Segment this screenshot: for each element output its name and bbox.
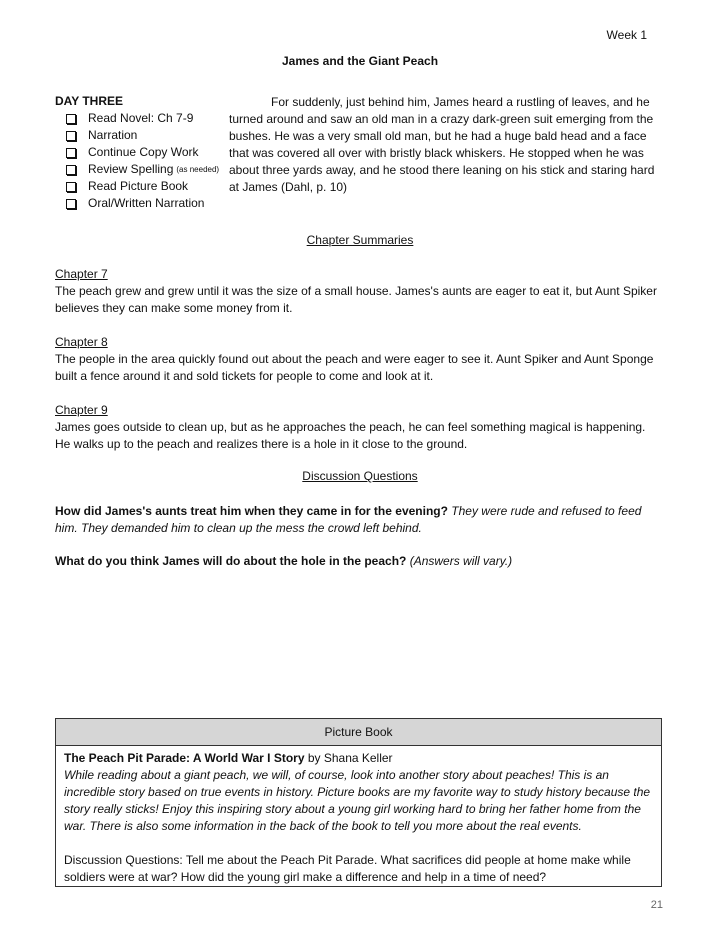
chapter-summary <box>55 266 663 317</box>
copy-work-passage: For suddenly, just behind him, James heard a rustling of leaves, and he turned around and saw an old man in a crazy dark-green suit emerging from the bushes. He was a very small old man, but he had a huge bald head and a face that was covered all over with bristly black whiskers. He stopped when he was about three yards away, and he stood there leaning on his stick and staring hard at James (Dahl, p. 10) <box>229 95 655 194</box>
picture-book-body <box>56 746 661 890</box>
picture-book-questions: Discussion Questions: Tell me about the Peach Pit Parade. What sacrifices did people at home make while soldiers were at war? How did the young girl make a difference and help in a time of need? <box>64 853 631 884</box>
checkbox-icon <box>66 131 76 141</box>
checkbox-icon <box>66 148 76 158</box>
summaries-heading <box>0 233 720 247</box>
discussion-item <box>55 503 655 537</box>
summaries-heading-text: Chapter Summaries <box>306 233 414 247</box>
checkbox-icon <box>66 182 76 192</box>
picture-book-citation <box>64 750 653 767</box>
task-list <box>55 110 230 212</box>
discussion-heading <box>0 469 720 483</box>
task-item <box>55 178 230 195</box>
picture-book-box <box>55 718 662 887</box>
week-label: Week 1 <box>606 28 647 42</box>
picture-book-header: Picture Book <box>56 719 661 746</box>
chapter-text: The people in the area quickly found out about the peach and were eager to see it. Aunt Spiker and Aunt Sponge built a fence around it and sold tickets for people to come and look at it. <box>55 352 654 383</box>
task-item <box>55 144 230 161</box>
task-label: Narration <box>88 128 138 142</box>
day-checklist <box>55 94 230 212</box>
day-title: DAY THREE <box>55 94 124 108</box>
page-title: James and the Giant Peach <box>281 54 439 68</box>
task-item <box>55 161 230 178</box>
task-label: Review Spelling <box>88 162 174 176</box>
task-label: Oral/Written Narration <box>88 196 205 210</box>
task-item <box>55 127 230 144</box>
discussion-answer: (Answers will vary.) <box>409 554 513 568</box>
chapter-summary <box>55 402 663 453</box>
chapter-title: Chapter 9 <box>55 403 108 417</box>
chapter-summary <box>55 334 663 385</box>
chapter-text: James goes outside to clean up, but as he approaches the peach, he can feel something magical is happening. He walks up to the peach and realizes there is a hole in it close to the ground. <box>55 420 646 451</box>
task-label: Continue Copy Work <box>88 145 199 159</box>
task-note: (as needed) <box>176 165 220 174</box>
discussion-question: What do you think James will do about the hole in the peach? <box>55 554 407 568</box>
chapter-text: The peach grew and grew until it was the size of a small house. James's aunts are eager to eat it, but Aunt Spiker believes they can make some money from it. <box>55 284 657 315</box>
checkbox-icon <box>66 114 76 124</box>
picture-book-description: While reading about a giant peach, we will, of course, look into another story about peaches! This is an incredible story based on true events in history. Picture books are my favorite way to study history because the story really sticks! Enjoy this inspiring story about a young girl working hard to bring her father home from the war. There is also some information in the back of the book to tell you more about the real events. <box>64 768 651 833</box>
task-label: Read Picture Book <box>88 179 189 193</box>
picture-book-title: The Peach Pit Parade: A World War I Story <box>64 751 305 765</box>
picture-book-author: by Shana Keller <box>304 751 393 765</box>
checkbox-icon <box>66 199 76 209</box>
task-item <box>55 110 230 127</box>
discussion-question: How did James's aunts treat him when they came in for the evening? <box>55 504 448 518</box>
checkbox-icon <box>66 165 76 175</box>
chapter-title: Chapter 7 <box>55 267 108 281</box>
discussion-answer: They were rude and refused to feed him. They demanded him to clean up the mess the crowd left behind. <box>55 504 642 535</box>
discussion-item <box>55 553 655 570</box>
task-label: Read Novel: Ch 7-9 <box>88 111 194 125</box>
task-item <box>55 195 230 212</box>
chapter-title: Chapter 8 <box>55 335 108 349</box>
page-number: 21 <box>650 899 663 911</box>
discussion-heading-text: Discussion Questions <box>302 469 418 483</box>
